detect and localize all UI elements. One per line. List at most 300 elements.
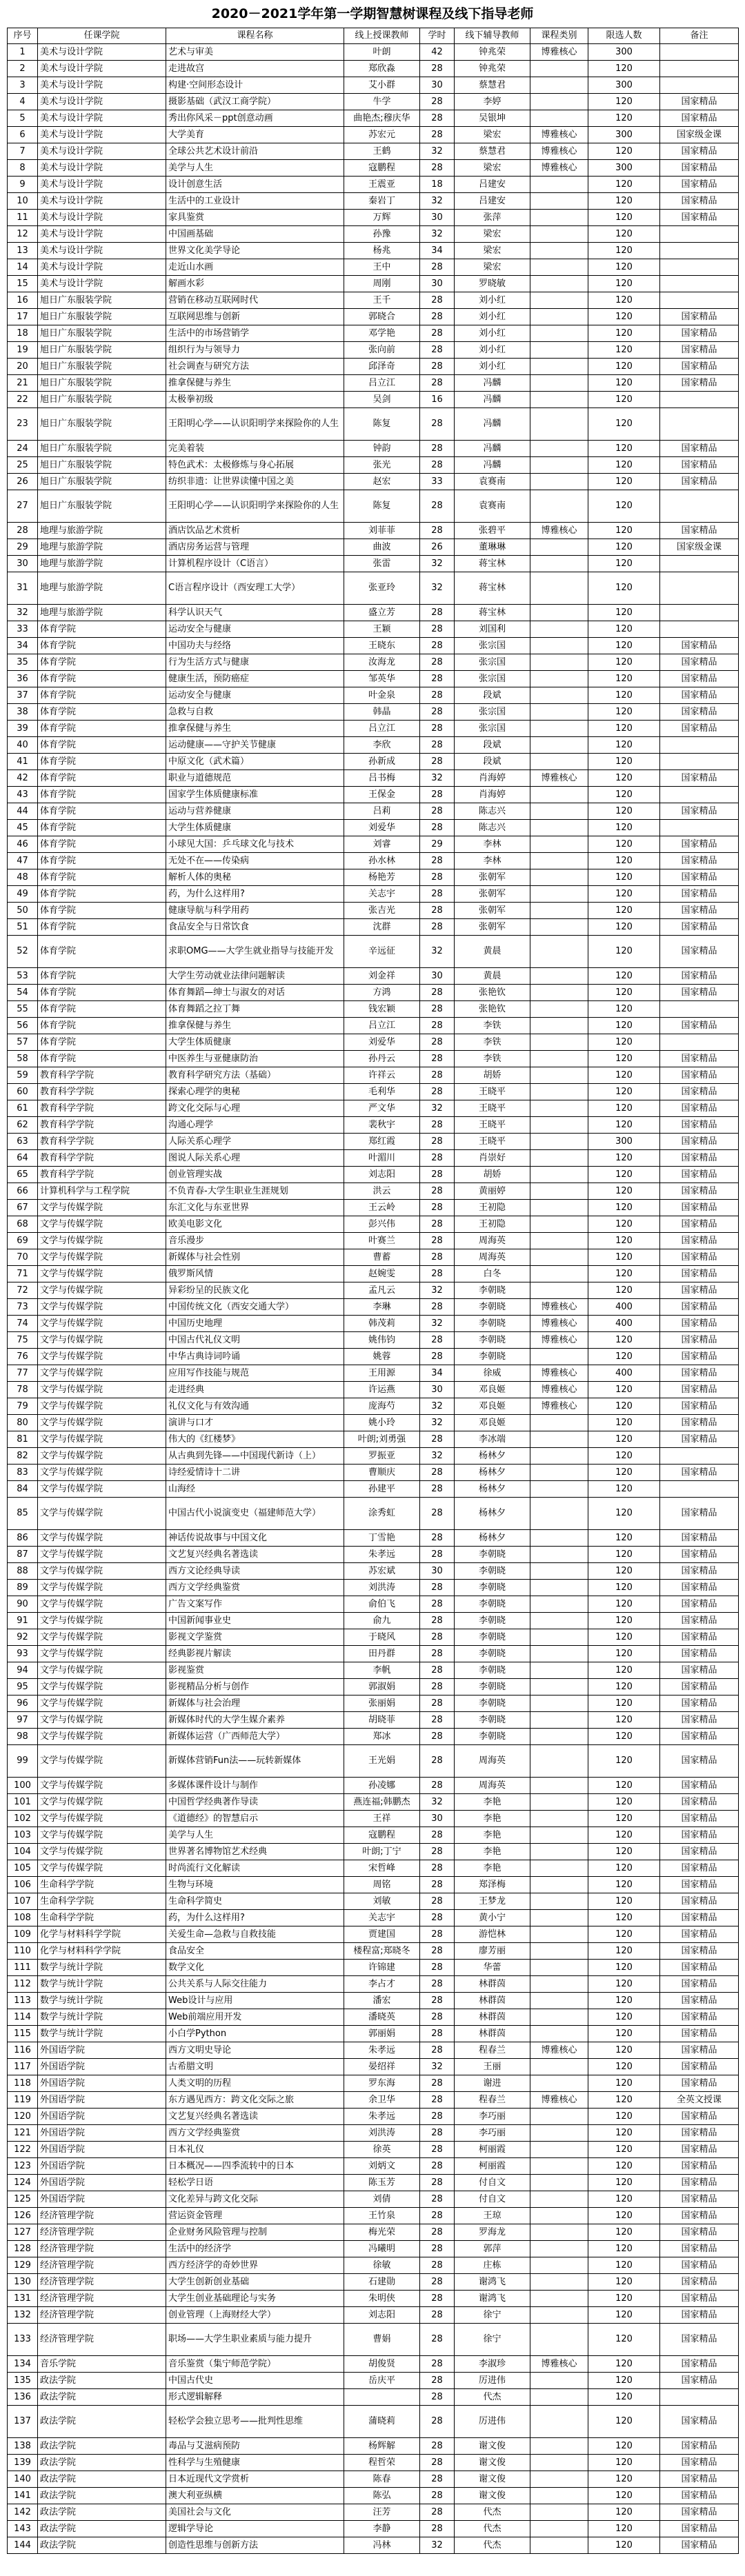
table-cell bbox=[530, 869, 588, 886]
table-cell: 120 bbox=[588, 1827, 660, 1844]
table-cell: 郑欣淼 bbox=[344, 61, 420, 77]
table-cell: 122 bbox=[8, 2142, 38, 2158]
table-cell: 张朝军 bbox=[455, 886, 530, 903]
table-cell: 陈弘 bbox=[344, 2488, 420, 2504]
table-cell: 83 bbox=[8, 1465, 38, 1481]
table-cell bbox=[530, 2389, 588, 2406]
table-cell: 李静 bbox=[344, 2521, 420, 2537]
table-cell: 新媒体与社会性别 bbox=[166, 1249, 344, 1266]
table-cell: 谢鸿飞 bbox=[455, 2274, 530, 2291]
table-cell: 关志宇 bbox=[344, 1910, 420, 1926]
table-cell bbox=[530, 77, 588, 94]
table-cell: 李巧丽 bbox=[455, 2125, 530, 2142]
table-cell: 日本礼仪 bbox=[166, 2142, 344, 2158]
table-cell: 33 bbox=[8, 621, 38, 638]
table-cell: 郭萍 bbox=[455, 2241, 530, 2257]
table-cell: 120 bbox=[588, 737, 660, 754]
table-cell: 98 bbox=[8, 1729, 38, 1745]
table-cell: 音乐漫步 bbox=[166, 1233, 344, 1249]
table-cell: 张艳钦 bbox=[455, 985, 530, 1001]
table-cell: 文化差异与跨文化交际 bbox=[166, 2191, 344, 2208]
table-cell bbox=[530, 1051, 588, 1067]
table-cell: 120 bbox=[588, 2537, 660, 2554]
table-cell: 116 bbox=[8, 2042, 38, 2059]
table-cell: 文学与传媒学院 bbox=[38, 1745, 166, 1778]
table-cell: 120 bbox=[588, 110, 660, 127]
table-cell: 体育学院 bbox=[38, 903, 166, 919]
table-cell bbox=[530, 1034, 588, 1051]
table-cell: 晏绍祥 bbox=[344, 2059, 420, 2075]
table-cell: 134 bbox=[8, 2356, 38, 2373]
table-cell bbox=[530, 2241, 588, 2257]
table-cell: 28 bbox=[420, 1465, 455, 1481]
table-cell: 国家精品 bbox=[660, 1646, 739, 1662]
table-cell: 生活中的工业设计 bbox=[166, 193, 344, 210]
table-cell: 120 bbox=[588, 259, 660, 276]
table-cell bbox=[660, 292, 739, 309]
table-row bbox=[8, 1679, 739, 1695]
table-cell: 影视鉴赏 bbox=[166, 1662, 344, 1679]
table-cell: 大学生体质健康 bbox=[166, 1034, 344, 1051]
table-cell: 外国语学院 bbox=[38, 2042, 166, 2059]
table-cell: 120 bbox=[588, 2504, 660, 2521]
table-cell: 国家精品 bbox=[660, 1976, 739, 1993]
table-cell: 体育学院 bbox=[38, 869, 166, 886]
table-cell: 神话传说故事与中国文化 bbox=[166, 1530, 344, 1547]
table-cell bbox=[530, 737, 588, 754]
table-row bbox=[8, 2026, 739, 2042]
table-cell: 国家精品 bbox=[660, 2191, 739, 2208]
table-cell: 28 bbox=[420, 94, 455, 110]
table-cell: 周海英 bbox=[455, 1233, 530, 1249]
table-cell bbox=[530, 787, 588, 803]
table-cell: 钟兆荣 bbox=[455, 44, 530, 61]
table-cell: 国家精品 bbox=[660, 94, 739, 110]
table-cell: 国家精品 bbox=[660, 1183, 739, 1200]
table-row bbox=[8, 605, 739, 621]
table-cell: 张宗国 bbox=[455, 638, 530, 654]
table-cell: 文学与传媒学院 bbox=[38, 1398, 166, 1415]
table-cell: 28 bbox=[420, 490, 455, 523]
table-cell: 28 bbox=[420, 1084, 455, 1100]
table-cell: 王鹤 bbox=[344, 143, 420, 160]
table-cell bbox=[530, 359, 588, 375]
table-cell: 28 bbox=[420, 1498, 455, 1530]
table-cell: 28 bbox=[420, 638, 455, 654]
table-cell bbox=[530, 638, 588, 654]
table-row bbox=[8, 1282, 739, 1299]
table-cell: 120 bbox=[588, 1712, 660, 1729]
table-cell: 28 bbox=[420, 2406, 455, 2438]
table-cell: 王祥 bbox=[344, 1811, 420, 1827]
table-cell: 5 bbox=[8, 110, 38, 127]
table-cell bbox=[530, 1960, 588, 1976]
table-cell: 世界文化美学导论 bbox=[166, 243, 344, 259]
table-cell: 吕立江 bbox=[344, 721, 420, 737]
table-cell: C语言程序设计（西安理工大学） bbox=[166, 572, 344, 605]
table-cell: 26 bbox=[420, 539, 455, 556]
table-cell: 体育学院 bbox=[38, 919, 166, 936]
table-cell: 120 bbox=[588, 671, 660, 687]
table-cell: 李朝晓 bbox=[455, 1580, 530, 1596]
table-cell: 王用源 bbox=[344, 1365, 420, 1382]
table-row bbox=[8, 1382, 739, 1398]
table-cell: 陈志兴 bbox=[455, 803, 530, 820]
table-cell bbox=[530, 408, 588, 441]
table-cell: 文艺复兴经典名著选读 bbox=[166, 2109, 344, 2125]
table-row bbox=[8, 143, 739, 160]
table-row bbox=[8, 2307, 739, 2324]
table-cell: 国家精品 bbox=[660, 177, 739, 193]
table-cell: 许祥云 bbox=[344, 1067, 420, 1084]
table-header-row bbox=[8, 28, 739, 44]
table-cell: 400 bbox=[588, 1365, 660, 1382]
table-cell: 120 bbox=[588, 457, 660, 474]
table-cell: 国家精品 bbox=[660, 886, 739, 903]
table-cell: 40 bbox=[8, 737, 38, 754]
table-row bbox=[8, 276, 739, 292]
table-cell: 职业与道德规范 bbox=[166, 770, 344, 787]
table-row bbox=[8, 903, 739, 919]
table-cell: 刘小红 bbox=[455, 292, 530, 309]
table-cell: 李琳 bbox=[344, 1299, 420, 1316]
table-cell: 教育科学研究方法（基础） bbox=[166, 1067, 344, 1084]
table-cell: 张碧平 bbox=[455, 523, 530, 539]
table-cell: 叶朗 bbox=[344, 44, 420, 61]
table-cell: 张雷 bbox=[344, 556, 420, 572]
table-cell: 74 bbox=[8, 1316, 38, 1332]
table-cell: 中国古代小说演变史（福建师范大学） bbox=[166, 1498, 344, 1530]
table-cell: 东汇文化与东亚世界 bbox=[166, 1200, 344, 1216]
table-cell: 毛利华 bbox=[344, 1084, 420, 1100]
table-cell: 28 bbox=[420, 2109, 455, 2125]
table-cell: 120 bbox=[588, 1844, 660, 1860]
table-cell: 美术与设计学院 bbox=[38, 243, 166, 259]
table-cell: 28 bbox=[420, 2208, 455, 2224]
table-cell bbox=[530, 2438, 588, 2455]
table-cell: 外国语学院 bbox=[38, 2092, 166, 2109]
table-cell: 32 bbox=[420, 770, 455, 787]
table-cell: 文学与传媒学院 bbox=[38, 1365, 166, 1382]
table-cell: 120 bbox=[588, 1431, 660, 1448]
table-cell: 9 bbox=[8, 177, 38, 193]
table-cell: 国家精品 bbox=[660, 1860, 739, 1877]
table-cell: 数学与统计学院 bbox=[38, 1993, 166, 2009]
table-cell: 28 bbox=[420, 2438, 455, 2455]
table-cell bbox=[530, 2257, 588, 2274]
table-cell: 120 bbox=[588, 1745, 660, 1778]
table-cell: 28 bbox=[420, 2356, 455, 2373]
table-cell: 28 bbox=[420, 903, 455, 919]
table-cell: 129 bbox=[8, 2257, 38, 2274]
table-cell: 文学与传媒学院 bbox=[38, 1827, 166, 1844]
table-cell: 32 bbox=[420, 1100, 455, 1117]
table-cell: 120 bbox=[588, 754, 660, 770]
table-cell: 教育科学学院 bbox=[38, 1117, 166, 1134]
table-cell: 120 bbox=[588, 1282, 660, 1299]
table-cell: 82 bbox=[8, 1448, 38, 1465]
table-cell: 国家精品 bbox=[660, 474, 739, 490]
table-cell: 严文华 bbox=[344, 1100, 420, 1117]
table-cell: 国家精品 bbox=[660, 457, 739, 474]
table-cell: 120 bbox=[588, 2175, 660, 2191]
table-cell: 国家精品 bbox=[660, 359, 739, 375]
table-cell: 120 bbox=[588, 886, 660, 903]
table-row bbox=[8, 968, 739, 985]
table-cell: 国家精品 bbox=[660, 2042, 739, 2059]
table-cell: 教育科学学院 bbox=[38, 1084, 166, 1100]
table-cell: 赵宏 bbox=[344, 474, 420, 490]
table-row bbox=[8, 342, 739, 359]
table-row bbox=[8, 2059, 739, 2075]
table-cell: 28 bbox=[420, 2521, 455, 2537]
table-row bbox=[8, 2291, 739, 2307]
table-cell bbox=[530, 2224, 588, 2241]
table-cell: 旭日广东服装学院 bbox=[38, 309, 166, 325]
table-cell: 家具鉴赏 bbox=[166, 210, 344, 226]
table-cell bbox=[530, 1844, 588, 1860]
table-cell bbox=[530, 1117, 588, 1134]
table-cell: 国家精品 bbox=[660, 721, 739, 737]
table-cell: 李朝晓 bbox=[455, 1679, 530, 1695]
table-cell: 7 bbox=[8, 143, 38, 160]
table-cell: 付自文 bbox=[455, 2175, 530, 2191]
table-cell: 国家精品 bbox=[660, 1266, 739, 1282]
table-cell: 大学美育 bbox=[166, 127, 344, 143]
table-cell: 100 bbox=[8, 1778, 38, 1794]
table-cell bbox=[530, 2142, 588, 2158]
table-cell: 代杰 bbox=[455, 2537, 530, 2554]
table-cell: 程春兰 bbox=[455, 2092, 530, 2109]
table-cell: 李朝晓 bbox=[455, 1646, 530, 1662]
table-cell: 37 bbox=[8, 687, 38, 704]
table-row bbox=[8, 2521, 739, 2537]
table-cell: 教育科学学院 bbox=[38, 1167, 166, 1183]
table-cell: 走进经典 bbox=[166, 1382, 344, 1398]
table-row bbox=[8, 886, 739, 903]
table-cell: 国家精品 bbox=[660, 1827, 739, 1844]
header-cell: 限选人数 bbox=[588, 28, 660, 44]
table-cell: 国家精品 bbox=[660, 2488, 739, 2504]
table-cell: 特色武术：太极修炼与身心拓展 bbox=[166, 457, 344, 474]
table-cell: 胡晓菲 bbox=[344, 1712, 420, 1729]
table-cell: 李朝晓 bbox=[455, 1349, 530, 1365]
table-cell: 应用写作技能与规范 bbox=[166, 1365, 344, 1382]
table-cell: 120 bbox=[588, 1332, 660, 1349]
table-cell: 28 bbox=[420, 1216, 455, 1233]
table-cell: 国家精品 bbox=[660, 1134, 739, 1150]
table-cell: 李艳 bbox=[455, 1794, 530, 1811]
table-row bbox=[8, 2488, 739, 2504]
table-cell: 寇鹏程 bbox=[344, 1827, 420, 1844]
table-cell: 杨林夕 bbox=[455, 1465, 530, 1481]
table-cell: 文艺复兴经典名著选读 bbox=[166, 1547, 344, 1563]
table-row bbox=[8, 985, 739, 1001]
table-cell bbox=[660, 754, 739, 770]
table-cell bbox=[530, 572, 588, 605]
table-cell bbox=[530, 243, 588, 259]
table-cell: 广告文案写作 bbox=[166, 1596, 344, 1613]
table-cell: 30 bbox=[420, 968, 455, 985]
table-cell: 国家精品 bbox=[660, 2504, 739, 2521]
table-cell: 国家精品 bbox=[660, 143, 739, 160]
table-cell: 王震亚 bbox=[344, 177, 420, 193]
table-cell: 95 bbox=[8, 1679, 38, 1695]
table-cell: 体育学院 bbox=[38, 770, 166, 787]
table-cell: 32 bbox=[420, 936, 455, 968]
table-cell: 宋哲峰 bbox=[344, 1860, 420, 1877]
table-cell: 39 bbox=[8, 721, 38, 737]
table-cell: 国家精品 bbox=[660, 770, 739, 787]
table-cell: 120 bbox=[588, 1001, 660, 1018]
table-cell bbox=[660, 572, 739, 605]
table-cell: 邓良姬 bbox=[455, 1398, 530, 1415]
table-cell: 黄小宁 bbox=[455, 1910, 530, 1926]
table-cell: 120 bbox=[588, 1150, 660, 1167]
table-cell: 营销在移动互联网时代 bbox=[166, 292, 344, 309]
table-cell: 博雅核心 bbox=[530, 2356, 588, 2373]
table-cell: 26 bbox=[8, 474, 38, 490]
table-cell: 94 bbox=[8, 1662, 38, 1679]
table-cell: 28 bbox=[420, 1844, 455, 1860]
table-cell: 国家精品 bbox=[660, 1745, 739, 1778]
table-cell: 28 bbox=[420, 1679, 455, 1695]
table-cell: 75 bbox=[8, 1332, 38, 1349]
header-cell: 线下辅导教师 bbox=[455, 28, 530, 44]
table-cell: 国家学生体质健康标准 bbox=[166, 787, 344, 803]
table-row bbox=[8, 1827, 739, 1844]
table-cell: 113 bbox=[8, 1993, 38, 2009]
table-cell bbox=[530, 1993, 588, 2009]
table-cell: 太极拳初级 bbox=[166, 392, 344, 408]
table-cell: 郭淑娟 bbox=[344, 1679, 420, 1695]
table-row bbox=[8, 44, 739, 61]
table-cell: 走进故宫 bbox=[166, 61, 344, 77]
table-cell: 文学与传媒学院 bbox=[38, 1695, 166, 1712]
table-cell: 32 bbox=[420, 2537, 455, 2554]
table-row bbox=[8, 1844, 739, 1860]
table-cell bbox=[660, 621, 739, 638]
table-cell: 食品安全 bbox=[166, 1943, 344, 1960]
table-cell: 120 bbox=[588, 2488, 660, 2504]
table-cell: 美术与设计学院 bbox=[38, 210, 166, 226]
table-cell: 秀出你风采－ppt创意动画 bbox=[166, 110, 344, 127]
table-cell: 体育学院 bbox=[38, 1018, 166, 1034]
table-cell: 60 bbox=[8, 1084, 38, 1100]
table-cell bbox=[530, 1910, 588, 1926]
table-cell: 28 bbox=[420, 687, 455, 704]
table-cell: 行为生活方式与健康 bbox=[166, 654, 344, 671]
table-cell bbox=[530, 2158, 588, 2175]
table-cell bbox=[660, 77, 739, 94]
table-cell: 孙凌娜 bbox=[344, 1778, 420, 1794]
table-cell: 107 bbox=[8, 1893, 38, 1910]
table-cell: 国家精品 bbox=[660, 2274, 739, 2291]
table-cell: 120 bbox=[588, 1200, 660, 1216]
table-cell: 数学与统计学院 bbox=[38, 2009, 166, 2026]
table-cell: 梁宏 bbox=[455, 226, 530, 243]
table-row bbox=[8, 2175, 739, 2191]
table-cell: 28 bbox=[420, 1778, 455, 1794]
table-cell: 120 bbox=[588, 1993, 660, 2009]
table-cell: 洪云 bbox=[344, 1183, 420, 1200]
table-cell: 音乐鉴赏（集宁师范学院） bbox=[166, 2356, 344, 2373]
table-cell: 72 bbox=[8, 1282, 38, 1299]
table-cell: 体育学院 bbox=[38, 936, 166, 968]
table-cell bbox=[660, 243, 739, 259]
table-cell: 23 bbox=[8, 408, 38, 441]
table-cell: 97 bbox=[8, 1712, 38, 1729]
table-row bbox=[8, 1794, 739, 1811]
table-cell: 300 bbox=[588, 77, 660, 94]
table-row bbox=[8, 1943, 739, 1960]
table-cell: 120 bbox=[588, 936, 660, 968]
table-cell: 人际关系心理学 bbox=[166, 1134, 344, 1150]
table-cell: 105 bbox=[8, 1860, 38, 1877]
table-cell: 关爱生命—急救与自救技能 bbox=[166, 1926, 344, 1943]
table-cell bbox=[530, 1679, 588, 1695]
table-cell: 公共关系与人际交往能力 bbox=[166, 1976, 344, 1993]
table-cell: 数学与统计学院 bbox=[38, 1960, 166, 1976]
header-cell: 课程类别 bbox=[530, 28, 588, 44]
table-cell: 中国功夫与经络 bbox=[166, 638, 344, 654]
table-cell: 周铭 bbox=[344, 1877, 420, 1893]
table-cell: 企业财务风险管理与控制 bbox=[166, 2224, 344, 2241]
table-cell: 程春兰 bbox=[455, 2042, 530, 2059]
table-cell: 国家精品 bbox=[660, 325, 739, 342]
table-cell: 邓良姬 bbox=[455, 1382, 530, 1398]
table-cell: 84 bbox=[8, 1481, 38, 1498]
table-row bbox=[8, 836, 739, 853]
table-cell: 文学与传媒学院 bbox=[38, 1332, 166, 1349]
table-cell: 136 bbox=[8, 2389, 38, 2406]
table-cell: 旭日广东服装学院 bbox=[38, 408, 166, 441]
table-cell: 西方经济学的奇妙世界 bbox=[166, 2257, 344, 2274]
table-cell: 120 bbox=[588, 1926, 660, 1943]
table-cell: 120 bbox=[588, 193, 660, 210]
table-cell: 董琳琳 bbox=[455, 539, 530, 556]
table-cell: 28 bbox=[420, 1926, 455, 1943]
table-cell: 李艳 bbox=[455, 1827, 530, 1844]
table-cell: 旭日广东服装学院 bbox=[38, 457, 166, 474]
table-cell: 伟大的《红楼梦》 bbox=[166, 1431, 344, 1448]
table-row bbox=[8, 1893, 739, 1910]
table-cell: 国家精品 bbox=[660, 903, 739, 919]
table-cell: 程哲荣 bbox=[344, 2455, 420, 2471]
table-body bbox=[8, 44, 739, 2554]
table-cell bbox=[530, 2455, 588, 2471]
table-cell: 国家精品 bbox=[660, 671, 739, 687]
table-cell: 文学与传媒学院 bbox=[38, 1679, 166, 1695]
table-cell: 李朝晓 bbox=[455, 1316, 530, 1332]
table-row bbox=[8, 1316, 739, 1332]
table-cell: 32 bbox=[420, 143, 455, 160]
table-cell: 叶金泉 bbox=[344, 687, 420, 704]
table-row bbox=[8, 1860, 739, 1877]
table-cell bbox=[530, 1249, 588, 1266]
table-cell: 138 bbox=[8, 2438, 38, 2455]
table-cell: 120 bbox=[588, 1249, 660, 1266]
table-row bbox=[8, 621, 739, 638]
table-cell: 120 bbox=[588, 2324, 660, 2356]
table-cell: 120 bbox=[588, 1398, 660, 1415]
table-cell bbox=[530, 2175, 588, 2191]
table-cell: 汪芳 bbox=[344, 2504, 420, 2521]
table-row bbox=[8, 1332, 739, 1349]
table-cell: 47 bbox=[8, 853, 38, 869]
table-cell: 朱明侠 bbox=[344, 2291, 420, 2307]
table-cell: 梁宏 bbox=[455, 259, 530, 276]
